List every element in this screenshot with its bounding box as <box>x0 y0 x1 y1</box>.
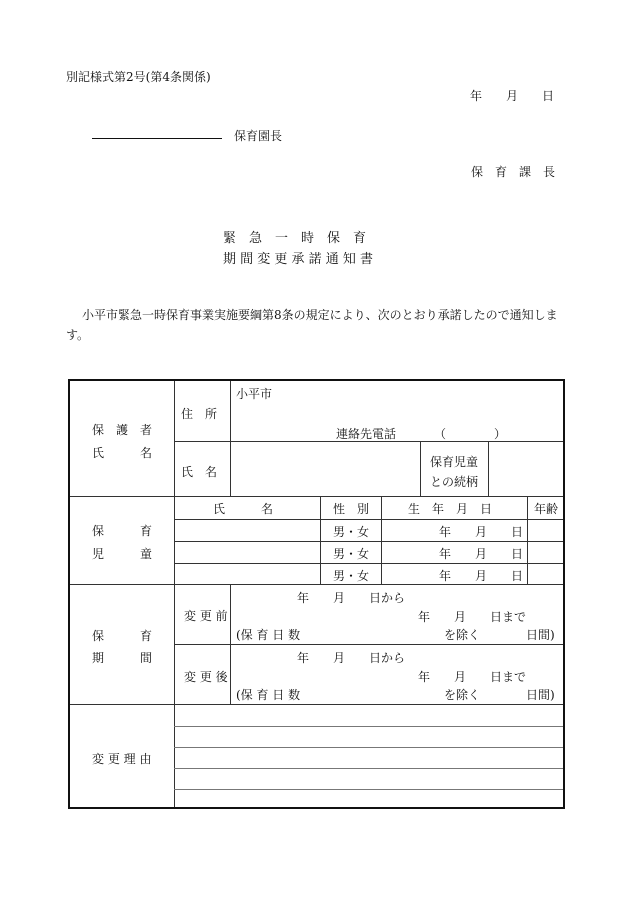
before-from-date: 年 月 日から <box>297 591 406 605</box>
relation-right-divider <box>488 441 489 496</box>
relation-left-divider <box>420 441 421 496</box>
child-3-sex: 男・女 <box>333 569 370 583</box>
period-section-label-1: 保 育 <box>92 629 153 643</box>
recipient-title: 保育園長 <box>234 129 283 143</box>
guardian-name-label: 氏 名 <box>181 465 218 479</box>
period-section-label-2: 期 間 <box>92 651 153 665</box>
children-header-name: 氏 名 <box>213 502 274 516</box>
children-header-sex: 性 別 <box>333 502 370 516</box>
children-section-label-2: 児 童 <box>92 547 153 561</box>
form-number: 別記様式第2号(第4条関係) <box>66 70 211 84</box>
before-days-suffix: 日間) <box>526 628 555 642</box>
divider-guardian-children <box>70 496 563 497</box>
document-title-line1: 緊 急 一 時 保 育 <box>223 231 367 246</box>
body-text-line2: す。 <box>66 328 90 342</box>
relation-label-2: との続柄 <box>430 475 479 489</box>
change-reason-label: 変 更 理 由 <box>92 752 152 766</box>
reason-line-1 <box>174 726 563 727</box>
after-change-label: 変 更 後 <box>184 670 228 684</box>
guardian-label-divider <box>230 381 231 496</box>
date-line: 年 月 日 <box>470 89 555 103</box>
after-days-suffix: 日間) <box>526 688 555 702</box>
notice-form-table <box>68 379 565 809</box>
child-1-sex: 男・女 <box>333 525 370 539</box>
children-row-divider-3 <box>174 563 563 564</box>
divider-children-period <box>70 584 563 585</box>
period-inner-divider <box>174 644 563 645</box>
child-2-sex: 男・女 <box>333 547 370 561</box>
divider-period-reason <box>70 704 563 705</box>
after-excluding: を除く <box>444 688 481 702</box>
children-row-divider-2 <box>174 541 563 542</box>
document-title-line2: 期 間 変 更 承 諾 通 知 書 <box>223 252 374 267</box>
child-2-birth: 年 月 日 <box>439 547 524 561</box>
reason-line-2 <box>174 747 563 748</box>
before-excluding: を除く <box>444 628 481 642</box>
before-days-label: (保 育 日 数 <box>236 628 301 642</box>
children-header-birth: 生 年 月 日 <box>408 502 493 516</box>
reason-line-4 <box>174 789 563 790</box>
reason-line-3 <box>174 768 563 769</box>
relation-label-1: 保育児童 <box>430 455 479 469</box>
guardian-section-label-1: 保 護 者 <box>92 423 153 437</box>
before-until-date: 年 月 日まで <box>418 610 527 624</box>
phone-parens: （ ） <box>434 427 507 441</box>
children-row-divider-1 <box>174 519 563 520</box>
address-label: 住 所 <box>181 407 218 421</box>
after-days-label: (保 育 日 数 <box>236 688 301 702</box>
address-value: 小平市 <box>236 387 273 401</box>
children-header-age: 年齢 <box>534 502 559 516</box>
child-3-birth: 年 月 日 <box>439 569 524 583</box>
after-until-date: 年 月 日まで <box>418 670 527 684</box>
recipient-blank-line <box>92 138 222 139</box>
sender-title: 保 育 課 長 <box>471 165 556 179</box>
before-change-label: 変 更 前 <box>184 609 228 623</box>
children-col-divider-3 <box>527 496 528 584</box>
children-col-divider-1 <box>320 496 321 584</box>
after-from-date: 年 月 日から <box>297 651 406 665</box>
label-column-divider <box>174 381 175 807</box>
phone-label: 連絡先電話 <box>336 427 397 441</box>
body-text-line1: 小平市緊急一時保育事業実施要綱第8条の規定により、次のとおり承諾したので通知しま <box>82 308 558 322</box>
children-col-divider-2 <box>381 496 382 584</box>
child-1-birth: 年 月 日 <box>439 525 524 539</box>
children-section-label-1: 保 育 <box>92 524 153 538</box>
guardian-section-label-2: 氏 名 <box>92 446 153 460</box>
period-label-divider <box>230 584 231 704</box>
